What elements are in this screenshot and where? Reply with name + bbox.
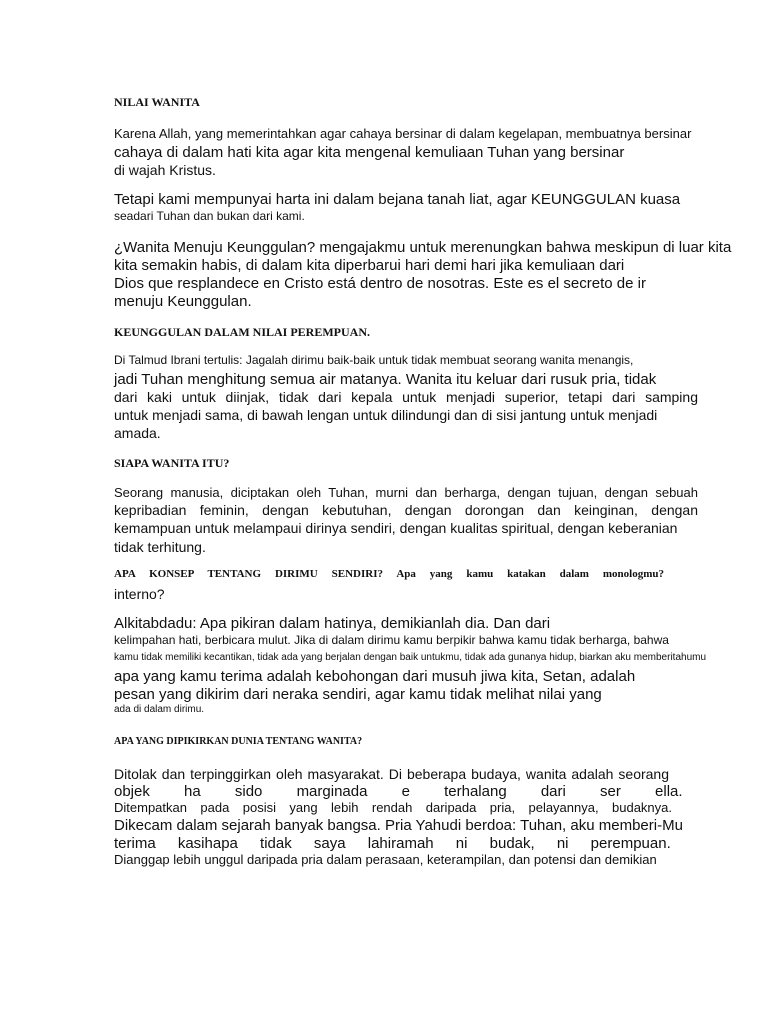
- paragraph-line: apa yang kamu terima adalah kebohongan dari musuh jiwa kita, Setan, adalah: [114, 668, 636, 685]
- paragraph-line: jadi Tuhan menghitung semua air matanya. Wanita itu keluar dari rusuk pria, tidak: [114, 371, 657, 388]
- paragraph-line: Alkitabdadu: Apa pikiran dalam hatinya, demikianlah dia. Dan dari: [114, 615, 551, 632]
- heading-siapa-wanita: SIAPA WANITA ITU?: [114, 456, 230, 470]
- paragraph-line: ada di dalam dirimu.: [114, 704, 205, 715]
- paragraph-line: menuju Keunggulan.: [114, 293, 252, 310]
- paragraph-line: Di Talmud Ibrani tertulis: Jagalah dirimu baik-baik untuk tidak membuat seorang wanita menangis,: [114, 353, 634, 367]
- paragraph-line: amada.: [114, 425, 161, 441]
- paragraph-line: Dios que resplandece en Cristo está dentro de nosotras. Este es el secreto de ir: [114, 275, 646, 292]
- heading-nilai-wanita: NILAI WANITA: [114, 95, 200, 109]
- paragraph-line: objek ha sido marginada e terhalang dari ser ella.: [114, 783, 683, 800]
- paragraph-line: ¿Wanita Menuju Keunggulan? mengajakmu untuk merenungkan bahwa meskipun di luar kita: [114, 239, 732, 256]
- paragraph-line: Seorang manusia, diciptakan oleh Tuhan, murni dan berharga, dengan tujuan, dengan sebuah: [114, 485, 698, 500]
- paragraph-line: kemampuan untuk melampaui dirinya sendiri, dengan kualitas spiritual, dengan keberanian: [114, 520, 678, 536]
- paragraph-line: kelimpahan hati, berbicara mulut. Jika di dalam dirimu kamu berpikir bahwa kamu tidak berharga, bahwa: [114, 633, 669, 647]
- paragraph-line: seadari Tuhan dan bukan dari kami.: [114, 209, 305, 223]
- paragraph-line: cahaya di dalam hati kita agar kita mengenal kemuliaan Tuhan yang bersinar: [114, 144, 625, 161]
- paragraph-line: Ditempatkan pada posisi yang lebih rendah daripada pria, pelayannya, budaknya.: [114, 800, 672, 815]
- paragraph-line: terima kasihapa tidak saya lahiramah ni budak, ni perempuan.: [114, 835, 671, 852]
- paragraph-line: kamu tidak memiliki kecantikan, tidak ada yang berjalan dengan baik untukmu, tidak ada gunanya hidup, biarkan aku memberitahumu: [114, 652, 707, 663]
- paragraph-line: interno?: [114, 586, 165, 602]
- paragraph-line: Tetapi kami mempunyai harta ini dalam bejana tanah liat, agar KEUNGGULAN kuasa: [114, 191, 681, 208]
- heading-dunia-tentang-wanita: APA YANG DIPIKIRKAN DUNIA TENTANG WANITA?: [114, 736, 363, 747]
- paragraph-line: dari kaki untuk diinjak, tidak dari kepala untuk menjadi superior, tetapi dari samping: [114, 389, 698, 405]
- heading-keunggulan: KEUNGGULAN DALAM NILAI PEREMPUAN.: [114, 325, 371, 339]
- paragraph-line: Dianggap lebih unggul daripada pria dalam perasaan, keterampilan, dan potensi dan demikian: [114, 852, 657, 867]
- paragraph-line: pesan yang dikirim dari neraka sendiri, agar kamu tidak melihat nilai yang: [114, 686, 602, 703]
- paragraph-line: di wajah Kristus.: [114, 162, 216, 178]
- paragraph-line: Karena Allah, yang memerintahkan agar cahaya bersinar di dalam kegelapan, membuatnya bersinar: [114, 126, 692, 141]
- paragraph-line: kepribadian feminin, dengan kebutuhan, dengan dorongan dan keinginan, dengan: [114, 502, 698, 518]
- paragraph-line: Ditolak dan terpinggirkan oleh masyarakat. Di beberapa budaya, wanita adalah seorang: [114, 766, 669, 782]
- heading-konsep-dirimu: APA KONSEP TENTANG DIRIMU SENDIRI? Apa yang kamu katakan dalam monologmu?: [114, 568, 664, 580]
- paragraph-line: kita semakin habis, di dalam kita diperbarui hari demi hari jika kemuliaan dari: [114, 257, 625, 274]
- paragraph-line: tidak terhitung.: [114, 539, 206, 555]
- paragraph-line: Dikecam dalam sejarah banyak bangsa. Pria Yahudi berdoa: Tuhan, aku memberi-Mu: [114, 817, 683, 834]
- paragraph-line: untuk menjadi sama, di bawah lengan untuk dilindungi dan di sisi jantung untuk menjadi: [114, 407, 658, 423]
